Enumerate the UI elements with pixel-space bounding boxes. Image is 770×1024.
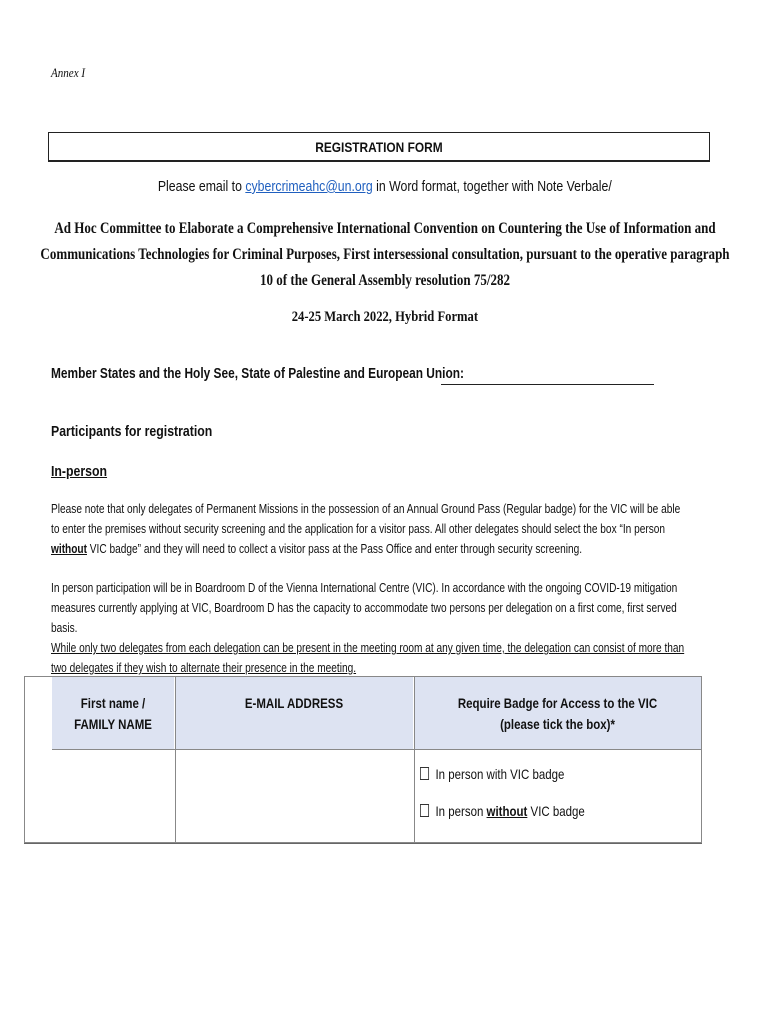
option-without-emphasis: without bbox=[486, 803, 528, 819]
header-badge bbox=[414, 677, 701, 749]
committee-title bbox=[38, 216, 732, 294]
email-link[interactable]: cybercrimeahc@un.org bbox=[245, 178, 373, 195]
checkbox-with-badge[interactable] bbox=[420, 767, 429, 780]
member-states-label: Member States and the Holy See, State of Palestine and European Union: bbox=[51, 366, 464, 382]
checkbox-without-badge[interactable] bbox=[420, 804, 429, 817]
header-email-label: E-MAIL ADDRESS bbox=[244, 695, 344, 711]
boardroom-text: In person participation will be in Boardroom D of the Vienna International Centre (VIC). In accordance with the ongoing COVID-19 mitigation measures currently applying at VIC, Boardroom D has the capacity to accommodate two persons per delegation on a first come, first served basis. bbox=[51, 581, 678, 635]
committee-text: Ad Hoc Committee to Elaborate a Comprehensive International Convention on Countering the Use of Information and Communications Technologies for Criminal Purposes, First intersessional consultation, pursuant to the operative paragraph 10 of the General Assembly resolution 75/282 bbox=[40, 220, 730, 289]
form-title-box bbox=[48, 132, 710, 161]
option-with-badge-label: In person with VIC badge bbox=[432, 766, 565, 782]
registration-table bbox=[24, 676, 702, 843]
option-with-badge[interactable] bbox=[420, 766, 564, 782]
email-suffix: in Word format, together with Note Verbale/ bbox=[372, 178, 612, 195]
header-badge-label: Require Badge for Access to the VIC (please tick the box)* bbox=[457, 695, 658, 732]
annex-label: Annex I bbox=[51, 65, 86, 80]
email-instructions bbox=[0, 178, 770, 195]
name-cell[interactable] bbox=[52, 750, 174, 841]
email-cell[interactable] bbox=[176, 750, 413, 841]
meeting-dates bbox=[0, 309, 770, 326]
table-divider bbox=[414, 677, 415, 842]
header-email bbox=[175, 677, 413, 749]
header-name bbox=[52, 677, 174, 749]
dates-text: 24-25 March 2022, Hybrid Format bbox=[291, 309, 479, 325]
option-without-badge[interactable] bbox=[420, 803, 585, 819]
email-prefix: Please email to bbox=[158, 178, 246, 195]
participants-heading: Participants for registration bbox=[51, 423, 213, 440]
member-states-input-line[interactable] bbox=[441, 384, 654, 385]
in-person-heading: In-person bbox=[51, 463, 108, 480]
badge-note-emphasis: without bbox=[51, 542, 87, 556]
header-name-label: First name / FAMILY NAME bbox=[74, 695, 152, 732]
alternate-delegates-text: While only two delegates from each delegation can be present in the meeting room at any given time, the delegation can consist of more than two delegates if they wish to alternate their presence in the meeting. bbox=[51, 641, 685, 675]
option-without-suffix: VIC badge bbox=[527, 803, 585, 819]
badge-note-part2: VIC badge” and they will need to collect a visitor pass at the Pass Office and enter through security screening. bbox=[86, 542, 583, 556]
option-without-prefix: In person bbox=[432, 803, 487, 819]
boardroom-paragraph bbox=[51, 578, 691, 678]
form-title: REGISTRATION FORM bbox=[315, 138, 443, 155]
badge-note-part1: Please note that only delegates of Permanent Missions in the possession of an Annual Ground Pass (Regular badge) for the VIC will be able to enter the premises without security screening and the application for a visitor pass. All other delegates should select the box “In person bbox=[51, 502, 681, 536]
badge-note-paragraph bbox=[51, 499, 691, 559]
